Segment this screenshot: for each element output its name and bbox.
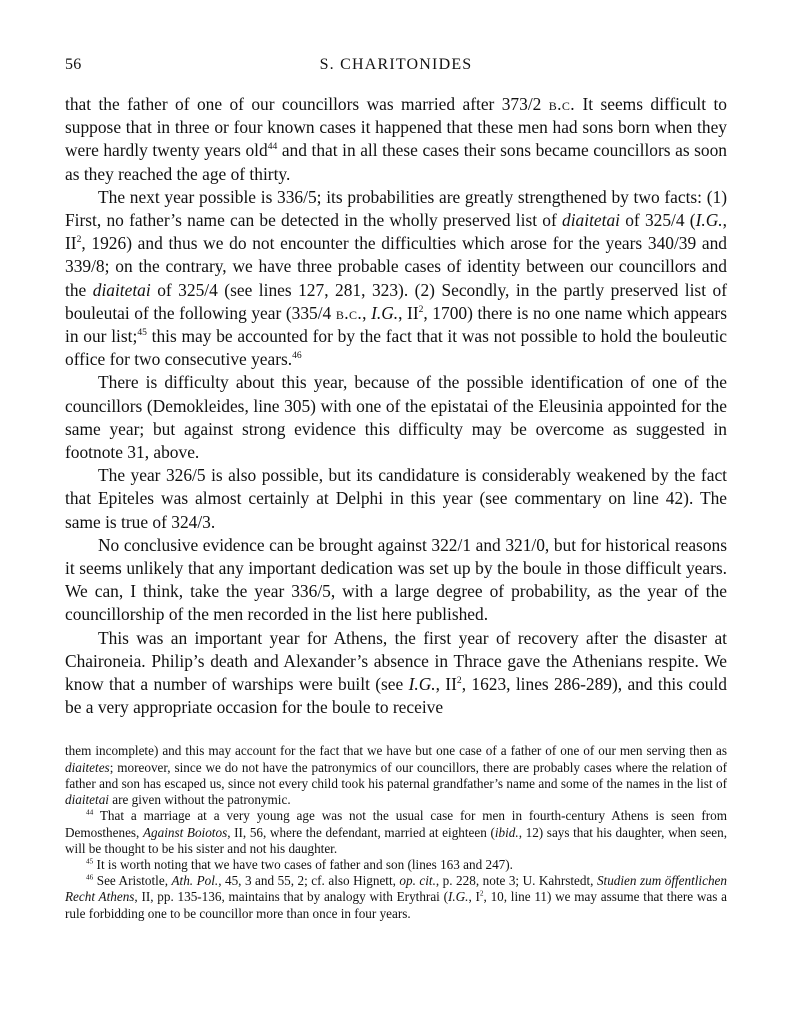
page-number: 56: [65, 56, 82, 73]
page-header: [65, 56, 727, 80]
paragraph-3: There is difficulty about this year, because of the possible identification of one of the councillors (Demokleides, line 305) with one of the epistatai of the Eleusinia appointed for the same year; but against strong evidence this difficulty may be overcome as suggested in footnote 31, above.: [65, 372, 727, 463]
footnote-continuation: [65, 743, 727, 808]
superscript: 2: [479, 889, 484, 898]
footnote-number: 44: [86, 808, 94, 817]
text-run: , 12) says that his daughter, when seen, will be thought to be his sister and not his daughter.: [65, 824, 728, 856]
main-text: [65, 93, 727, 719]
text-run: That a marriage at a very young age was not the usual case for men in fourth-century Athens is seen from Demosthenes,: [65, 808, 727, 840]
footnote-45: [65, 857, 727, 873]
paragraph-4: The year 326/5 is also possible, but its candidature is considerably weakened by the fact that Epiteles was almost certainly at Delphi in this year (see commentary on line 42). The same is true of 324/3.: [65, 465, 727, 532]
italic-term: diaitetes: [65, 759, 110, 775]
work-title: Studien zum öffentlichen Recht Athens: [65, 873, 727, 905]
text-run: , 45, 3 and 55, 2; cf. also Hignett,: [218, 873, 400, 889]
superscript: 2: [456, 674, 462, 686]
footnote-ref-45[interactable]: 45: [137, 326, 147, 338]
italic-term: diaitetai: [92, 279, 151, 300]
text-run: and that in all these cases their sons became councillors as soon as they reached the age of thirty.: [65, 140, 727, 184]
text-run: , 1623, lines 286-289), and this could be a very appropriate occasion for the boule to receive: [65, 674, 727, 718]
citation-abbrev: I.G.: [371, 302, 399, 323]
citation-abbrev: I.G.: [447, 889, 469, 905]
paragraph-6: [65, 627, 727, 720]
citation-abbrev: op. cit.: [399, 873, 436, 889]
text-run: ,: [362, 302, 372, 323]
text-run: See Aristotle,: [93, 873, 172, 889]
text-run: , II: [65, 210, 727, 254]
footnote-number: 46: [86, 873, 94, 882]
text-run: It seems difficult to suppose that in three or four known cases it happened that these men had sons born when they were hardly twenty years old: [65, 94, 727, 161]
text-run: , II: [435, 674, 457, 695]
running-head: S. CHARITONIDES: [319, 56, 473, 73]
text-run: , 1700) there is no one name which appears in our list;: [65, 302, 727, 347]
text-run: , p. 228, note 3; U. Kahrstedt,: [435, 873, 597, 889]
text-run: , I: [468, 889, 480, 905]
text-run: This was an important year for Athens, the first year of recovery after the disaster at Chaironeia. Philip’s death and Alexander’s absence in Thrace gave the Athenians respite. We know that a number of warships were built (see: [65, 627, 727, 695]
italic-term: diaitetai: [65, 792, 109, 808]
page: [65, 56, 727, 922]
text-run: ; moreover, since we do not have the patronymics of our councillors, there are probably cases where the relation of father and son has escaped us, since not every child took his paternal grandfather’s name and some of the names in the list of: [65, 759, 727, 791]
era-abbrev: b.c.: [548, 94, 576, 114]
italic-term: diaitetai: [562, 210, 620, 231]
text-run: It is worth noting that we have two cases of father and son (lines 163 and 247).: [93, 856, 513, 872]
work-title: Ath. Pol.: [171, 873, 219, 889]
footnote-ref-46[interactable]: 46: [292, 350, 302, 362]
superscript: 2: [76, 234, 82, 246]
footnotes: [65, 743, 727, 921]
text-run: The next year possible is 336/5; its probabilities are greatly strengthened by two facts: (1) First, no father’s name can be detected in the wholly preserved list of: [65, 186, 727, 231]
text-run: of 325/4 (: [620, 210, 696, 231]
work-title: Against Boiotos: [142, 824, 228, 840]
footnote-ref-44[interactable]: 44: [267, 141, 278, 153]
paragraph-2: [65, 186, 727, 372]
text-run: , 10, line 11) we may assume that there was a rule forbidding one to be councillor more than once in four years.: [65, 889, 727, 921]
text-run: them incomplete) and this may account for the fact that we have but one case of a father of one of our men serving then as: [65, 743, 727, 759]
citation-abbrev: ibid.: [494, 824, 519, 840]
text-run: , II: [398, 302, 419, 323]
paragraph-5: No conclusive evidence can be brought against 322/1 and 321/0, but for historical reasons it seems unlikely that any important dedication was set up by the boule in those difficult years. We can, I think, take the year 336/5, with a large degree of probability, as the year of the councillorship of the men recorded in the list here published.: [65, 534, 727, 625]
text-run: , II, 56, where the defendant, married at eighteen (: [227, 824, 495, 840]
text-run: that the father of one of our councillors was married after 373/2: [65, 94, 549, 114]
footnote-number: 45: [86, 857, 94, 866]
text-run: , II, pp. 135-136, maintains that by analogy with Erythrai (: [134, 889, 448, 905]
text-run: , 1926) and thus we do not encounter the difficulties which arose for the years 340/39 and 339/8; on the contrary, we have three probable cases of identity between our councillors and the: [65, 233, 727, 300]
superscript: 2: [418, 303, 424, 315]
text-run: are given without the patronymic.: [108, 792, 291, 808]
citation-abbrev: I.G.: [408, 674, 436, 695]
text-run: of 325/4 (see lines 127, 281, 323). (2) Secondly, in the partly preserved list of bouleutai of the following year (335/4: [65, 279, 728, 323]
footnote-44: [65, 808, 727, 857]
text-run: this may be accounted for by the fact that it was not possible to hold the bouleutic office for two consecutive years.: [65, 326, 727, 370]
era-abbrev: b.c.: [335, 302, 363, 323]
paragraph-1: [65, 93, 727, 186]
citation-abbrev: I.G.: [695, 210, 723, 231]
footnote-46: [65, 873, 727, 922]
